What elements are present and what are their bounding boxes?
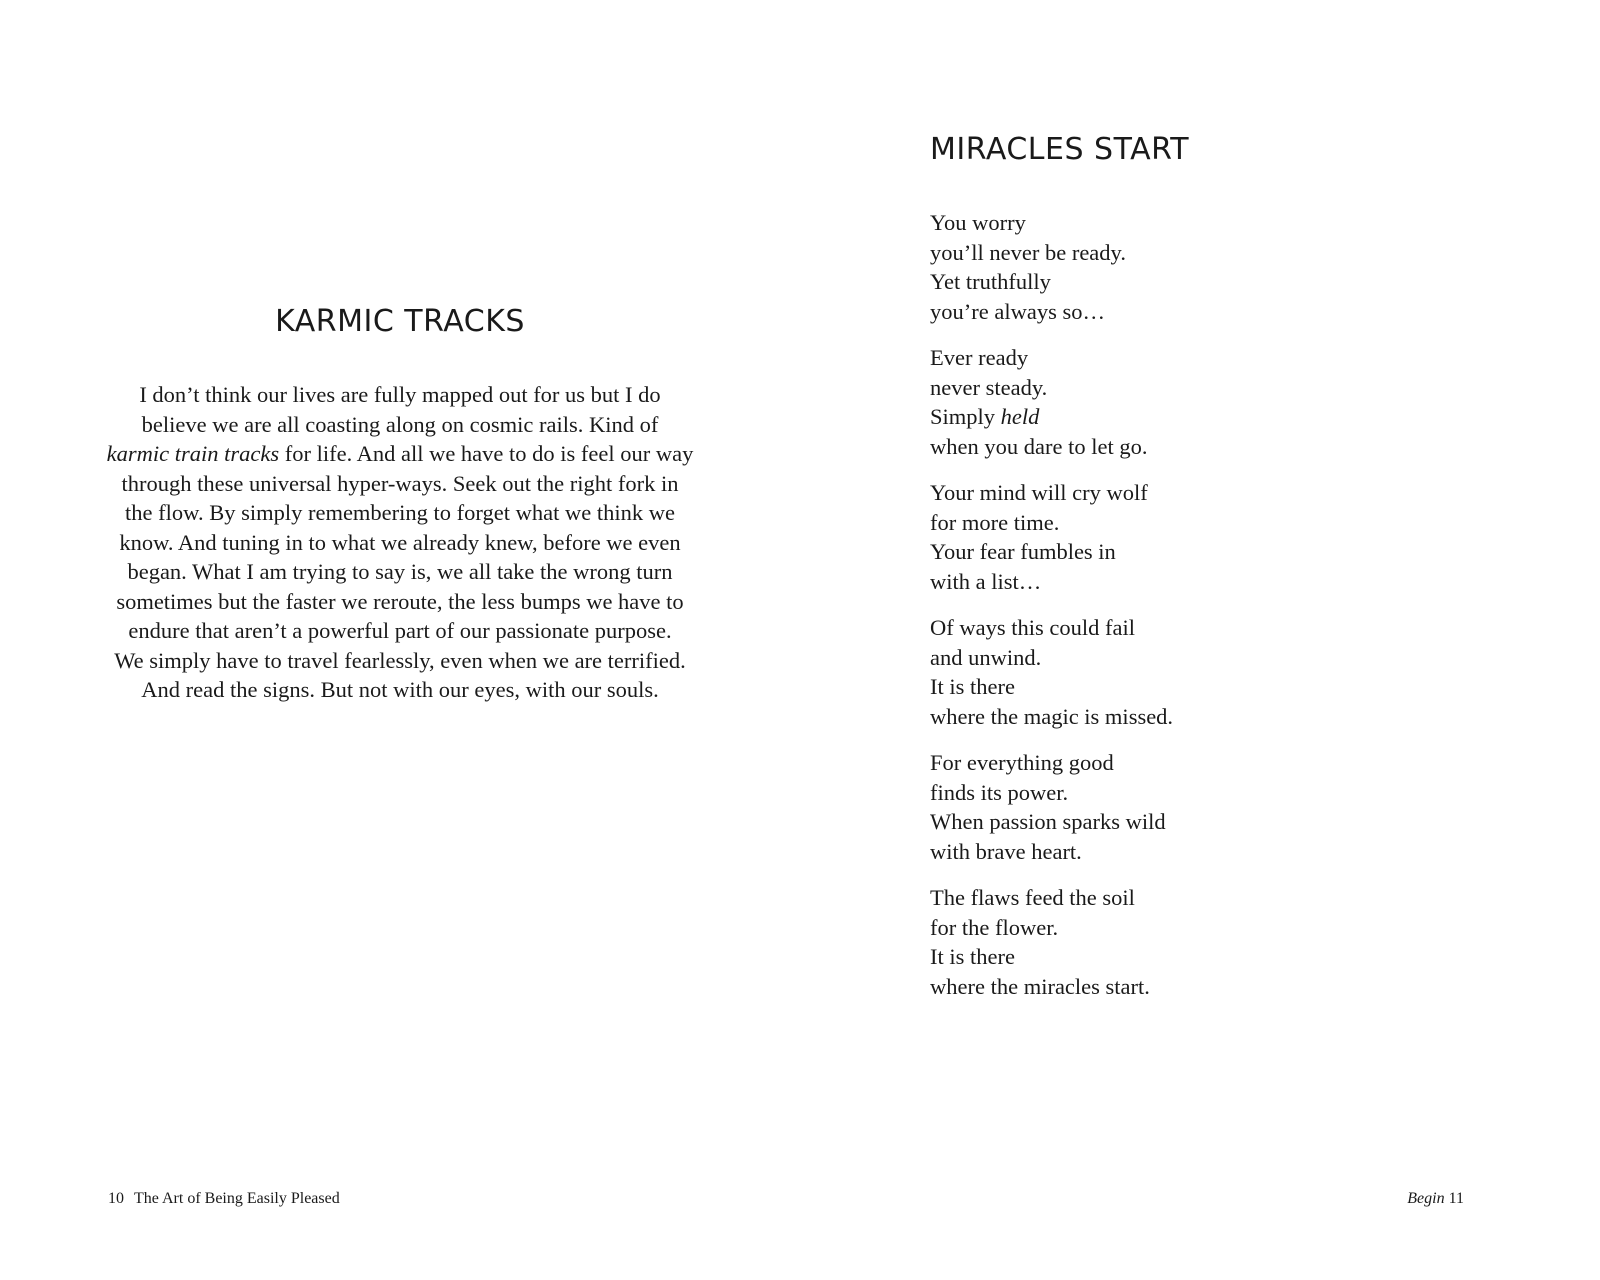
section-name: Begin — [1407, 1190, 1445, 1207]
prose-line: believe we are all coasting along on cosmic rails. Kind of — [141, 411, 659, 437]
prose-line-rest: for life. And all we have to do is feel our way — [279, 441, 694, 466]
prose-line: I don’t think our lives are fully mapped out for us but I do — [139, 382, 661, 407]
prose-line: know. And tuning in to what we already knew, before we even — [119, 529, 681, 555]
prose-line: the flow. By simply remembering to forget what we think we — [125, 500, 675, 525]
poem-line: The flaws feed the soil — [930, 885, 1135, 910]
poem-line — [930, 402, 1173, 432]
poem-line-start: Simply — [930, 404, 1001, 429]
prose-line: began. What I am trying to say is, we all take the wrong turn — [127, 559, 673, 584]
right-page-heading: MIRACLES START — [930, 132, 1190, 167]
prose-line: We simply have to travel fearlessly, even when we are terrified. — [114, 647, 686, 673]
poem-line: Ever ready — [930, 345, 1029, 370]
poem-line: you’re always so… — [930, 298, 1105, 324]
poem-italic-word: held — [1000, 404, 1040, 429]
poem-line: Of ways this could fail — [930, 615, 1135, 640]
left-running-footer — [108, 1190, 340, 1208]
poem-line: When passion sparks wild — [930, 809, 1166, 834]
prose-line: through these universal hyper-ways. Seek out the right fork in — [121, 470, 679, 496]
miracles-start-poem — [930, 208, 1173, 1018]
poem-line: Your mind will cry wolf — [930, 480, 1148, 505]
poem-stanza — [930, 343, 1173, 461]
right-running-footer — [1407, 1190, 1464, 1208]
poem-line: you’ll never be ready. — [930, 239, 1126, 265]
poem-stanza — [930, 613, 1173, 731]
prose-line: endure that aren’t a powerful part of our passionate purpose. — [128, 618, 672, 643]
poem-line: where the miracles start. — [930, 973, 1150, 999]
poem-line: finds its power. — [930, 779, 1069, 805]
page-number: 10 — [108, 1190, 124, 1207]
left-page-heading: KARMIC TRACKS — [275, 304, 525, 339]
book-title: The Art of Being Easily Pleased — [134, 1190, 340, 1207]
page-number: 11 — [1448, 1190, 1464, 1207]
poem-line: with a list… — [930, 568, 1042, 594]
poem-line: It is there — [930, 944, 1015, 969]
poem-line: with brave heart. — [930, 838, 1082, 864]
poem-line: Yet truthfully — [930, 269, 1051, 294]
poem-line: For everything good — [930, 750, 1114, 775]
poem-line: You worry — [930, 210, 1026, 235]
prose-line: sometimes but the faster we reroute, the less bumps we have to — [116, 588, 684, 614]
poem-stanza — [930, 478, 1173, 596]
poem-stanza — [930, 883, 1173, 1001]
poem-line: never steady. — [930, 374, 1048, 400]
prose-line — [100, 439, 700, 469]
prose-italic-phrase: karmic train tracks — [106, 441, 280, 466]
karmic-tracks-prose — [100, 380, 700, 705]
poem-line: where the magic is missed. — [930, 703, 1174, 729]
poem-line: for more time. — [930, 509, 1060, 535]
poem-line: and unwind. — [930, 644, 1042, 670]
poem-stanza — [930, 748, 1173, 866]
poem-line: for the flower. — [930, 914, 1059, 940]
poem-line: Your fear fumbles in — [930, 539, 1116, 564]
poem-line: It is there — [930, 674, 1015, 699]
prose-line: And read the signs. But not with our eyes, with our souls. — [141, 677, 659, 702]
poem-line: when you dare to let go. — [930, 433, 1148, 459]
poem-stanza — [930, 208, 1173, 326]
right-page — [800, 0, 1600, 1280]
